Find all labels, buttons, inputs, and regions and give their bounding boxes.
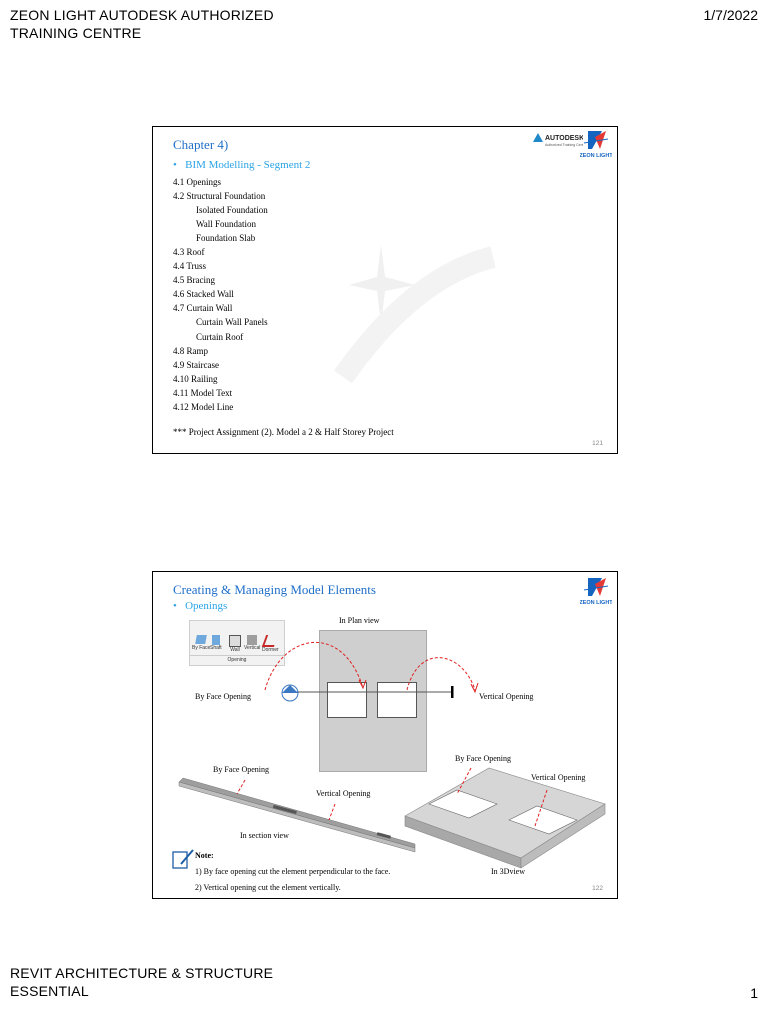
footer-line-2: ESSENTIAL [10, 983, 89, 999]
toolbar-caption: Opening [190, 655, 284, 663]
bullet-text: Openings [185, 600, 228, 612]
zeon-light-logo [580, 129, 612, 159]
autodesk-mark-icon [533, 133, 543, 142]
section-vertical-arrow [329, 804, 335, 820]
toc-item: 4.7 Curtain Wall [173, 303, 233, 314]
assignment-text: *** Project Assignment (2). Model a 2 & Half Storey Project [173, 427, 394, 437]
zeon-text: ZEON LIGHT [580, 153, 612, 159]
page-header-date: 1/7/2022 [703, 7, 758, 23]
slide2-drawing [153, 572, 617, 898]
header-line-1: ZEON LIGHT AUTODESK AUTHORIZED [10, 7, 274, 23]
shaft-tool[interactable]: Shaft [210, 635, 222, 651]
toc-item: Curtain Roof [196, 331, 244, 342]
note-1: 1) By face opening cut the element perpendicular to the face. [195, 867, 391, 876]
vertical-opening-label-1: Vertical Opening [479, 692, 534, 701]
dormer-tool[interactable]: Dormer [262, 635, 279, 653]
slide-122 [152, 571, 618, 899]
in-3d-view-label: In 3Dview [491, 867, 525, 876]
slide-number: 122 [592, 885, 603, 892]
toc-item: 4.8 Ramp [173, 345, 208, 356]
toc-item: Foundation Slab [196, 233, 256, 244]
in-plan-view-label: In Plan view [339, 616, 380, 625]
toc-item: 4.10 Railing [173, 373, 218, 384]
page-header-title [10, 6, 274, 42]
slide-title: Creating & Managing Model Elements [173, 582, 376, 597]
toc-item: 4.2 Structural Foundation [173, 191, 266, 202]
by-face-opening-label-2: By Face Opening [213, 765, 269, 774]
slide-121 [152, 126, 618, 454]
toc-item: 4.1 Openings [173, 177, 221, 187]
toc-item: 4.6 Stacked Wall [173, 289, 234, 300]
toc-item: Wall Foundation [196, 219, 257, 230]
section-beam [179, 778, 415, 848]
header-line-2: TRAINING CENTRE [10, 25, 142, 41]
zeon-text: ZEON LIGHT [580, 600, 612, 606]
section-end-marker [451, 686, 454, 698]
slide-bullet: • Openings [173, 600, 228, 612]
toc-item: 4.5 Bracing [173, 275, 215, 286]
by-face-arrow [265, 642, 363, 690]
vertical-tool[interactable]: Vertical [244, 635, 260, 651]
autodesk-sub-text: Authorized Training Center [545, 143, 583, 147]
vertical-opening-label-3: Vertical Opening [531, 773, 586, 782]
by-face-opening-label-3: By Face Opening [455, 754, 511, 763]
note-2: 2) Vertical opening cut the element vertically. [195, 883, 341, 892]
slide-number: 121 [592, 440, 603, 447]
toc-item: 4.9 Staircase [173, 359, 219, 370]
toc-item: 4.11 Model Text [173, 387, 233, 398]
toc-item: 4.4 Truss [173, 261, 207, 272]
page-number: 1 [750, 985, 758, 1001]
toc-item: 4.12 Model Line [173, 401, 234, 412]
note-title: Note: [195, 851, 214, 860]
page-footer-title [10, 964, 273, 1000]
vertical-arrow [407, 658, 475, 690]
bullet-text: BIM Modelling - Segment 2 [185, 159, 311, 171]
toc-item: Isolated Foundation [196, 205, 268, 216]
slide-title: Chapter 4) [173, 137, 229, 152]
autodesk-logo [531, 131, 583, 149]
footer-line-1: REVIT ARCHITECTURE & STRUCTURE [10, 965, 274, 981]
by-face-tool[interactable]: By Face [192, 635, 210, 651]
vertical-opening-label-2: Vertical Opening [316, 789, 371, 798]
section-by-face-arrow [237, 780, 245, 794]
toc-item: Curtain Wall Panels [196, 317, 268, 328]
in-section-view-label: In section view [240, 831, 289, 840]
toc-list [173, 175, 268, 414]
wall-opening-tool[interactable]: Wall [229, 635, 241, 653]
slide-bullet: • BIM Modelling - Segment 2 [173, 159, 311, 171]
toc-item: 4.3 Roof [173, 247, 205, 258]
autodesk-text: AUTODESK [545, 135, 583, 142]
by-face-opening-label-1: By Face Opening [195, 692, 251, 701]
